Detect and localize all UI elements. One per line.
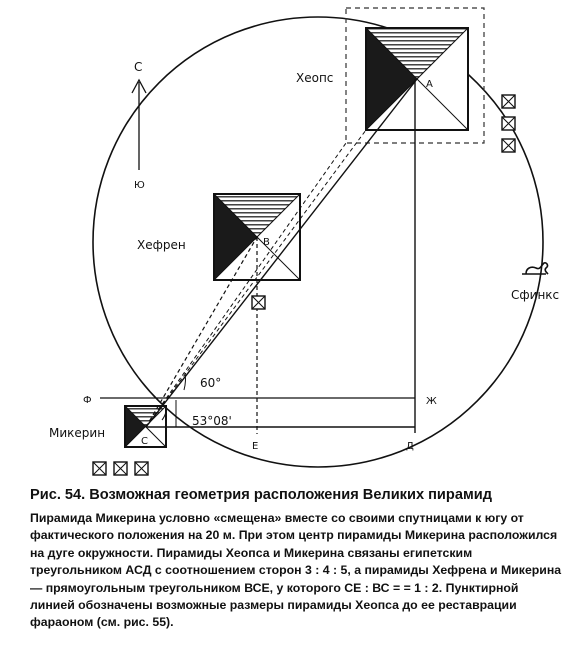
point-b-label: В	[263, 237, 270, 248]
mikerin-satellite-pyramids	[93, 462, 148, 475]
angle-53-label: 53°08'	[192, 414, 232, 428]
caption-text: Пирамида Микерина условно «смещена» вместе со своими спутницами к югу от фактического положения на 20 м. При этом центр пирамиды Микерина расположился на дуге окружности. Пирамиды Хеопса и Микерина связаны египетским треугольником АСД с соотношением сторон 3 : 4 : 5, а пирамиды Хефрена и Микерина — прямоугольным треугольником ВСЕ, у которого СЕ : ВС = = 1 : 2. Пунктирной линией обозначены возможные размеры пирамиды Хеопса до ее реставрации фараоном (см. рис. 55).	[30, 511, 562, 630]
point-f-label: Ф	[83, 395, 92, 406]
khefren-label: Хефрен	[137, 238, 186, 252]
sphinx-icon	[522, 263, 548, 274]
caption-title: Рис. 54. Возможная геометрия расположения Великих пирамид	[30, 487, 492, 503]
south-label: Ю	[134, 180, 145, 191]
point-zh-label: Ж	[426, 396, 437, 407]
kheops-satellite-pyramids	[502, 95, 515, 152]
north-arrow	[132, 80, 146, 170]
figure-caption	[30, 486, 566, 632]
point-c-label: С	[141, 436, 148, 447]
north-label: С	[134, 60, 143, 74]
angle-60-label: 60°	[200, 376, 222, 390]
mikerin-label: Микерин	[49, 426, 106, 440]
point-a-label: А	[426, 79, 433, 90]
point-d-label: Д	[406, 441, 414, 452]
point-e-label: Е	[252, 441, 259, 452]
kheops-label: Хеопс	[296, 71, 334, 85]
khefren-satellite-pyramid	[252, 296, 265, 309]
sphinx-label: Сфинкс	[511, 288, 560, 302]
